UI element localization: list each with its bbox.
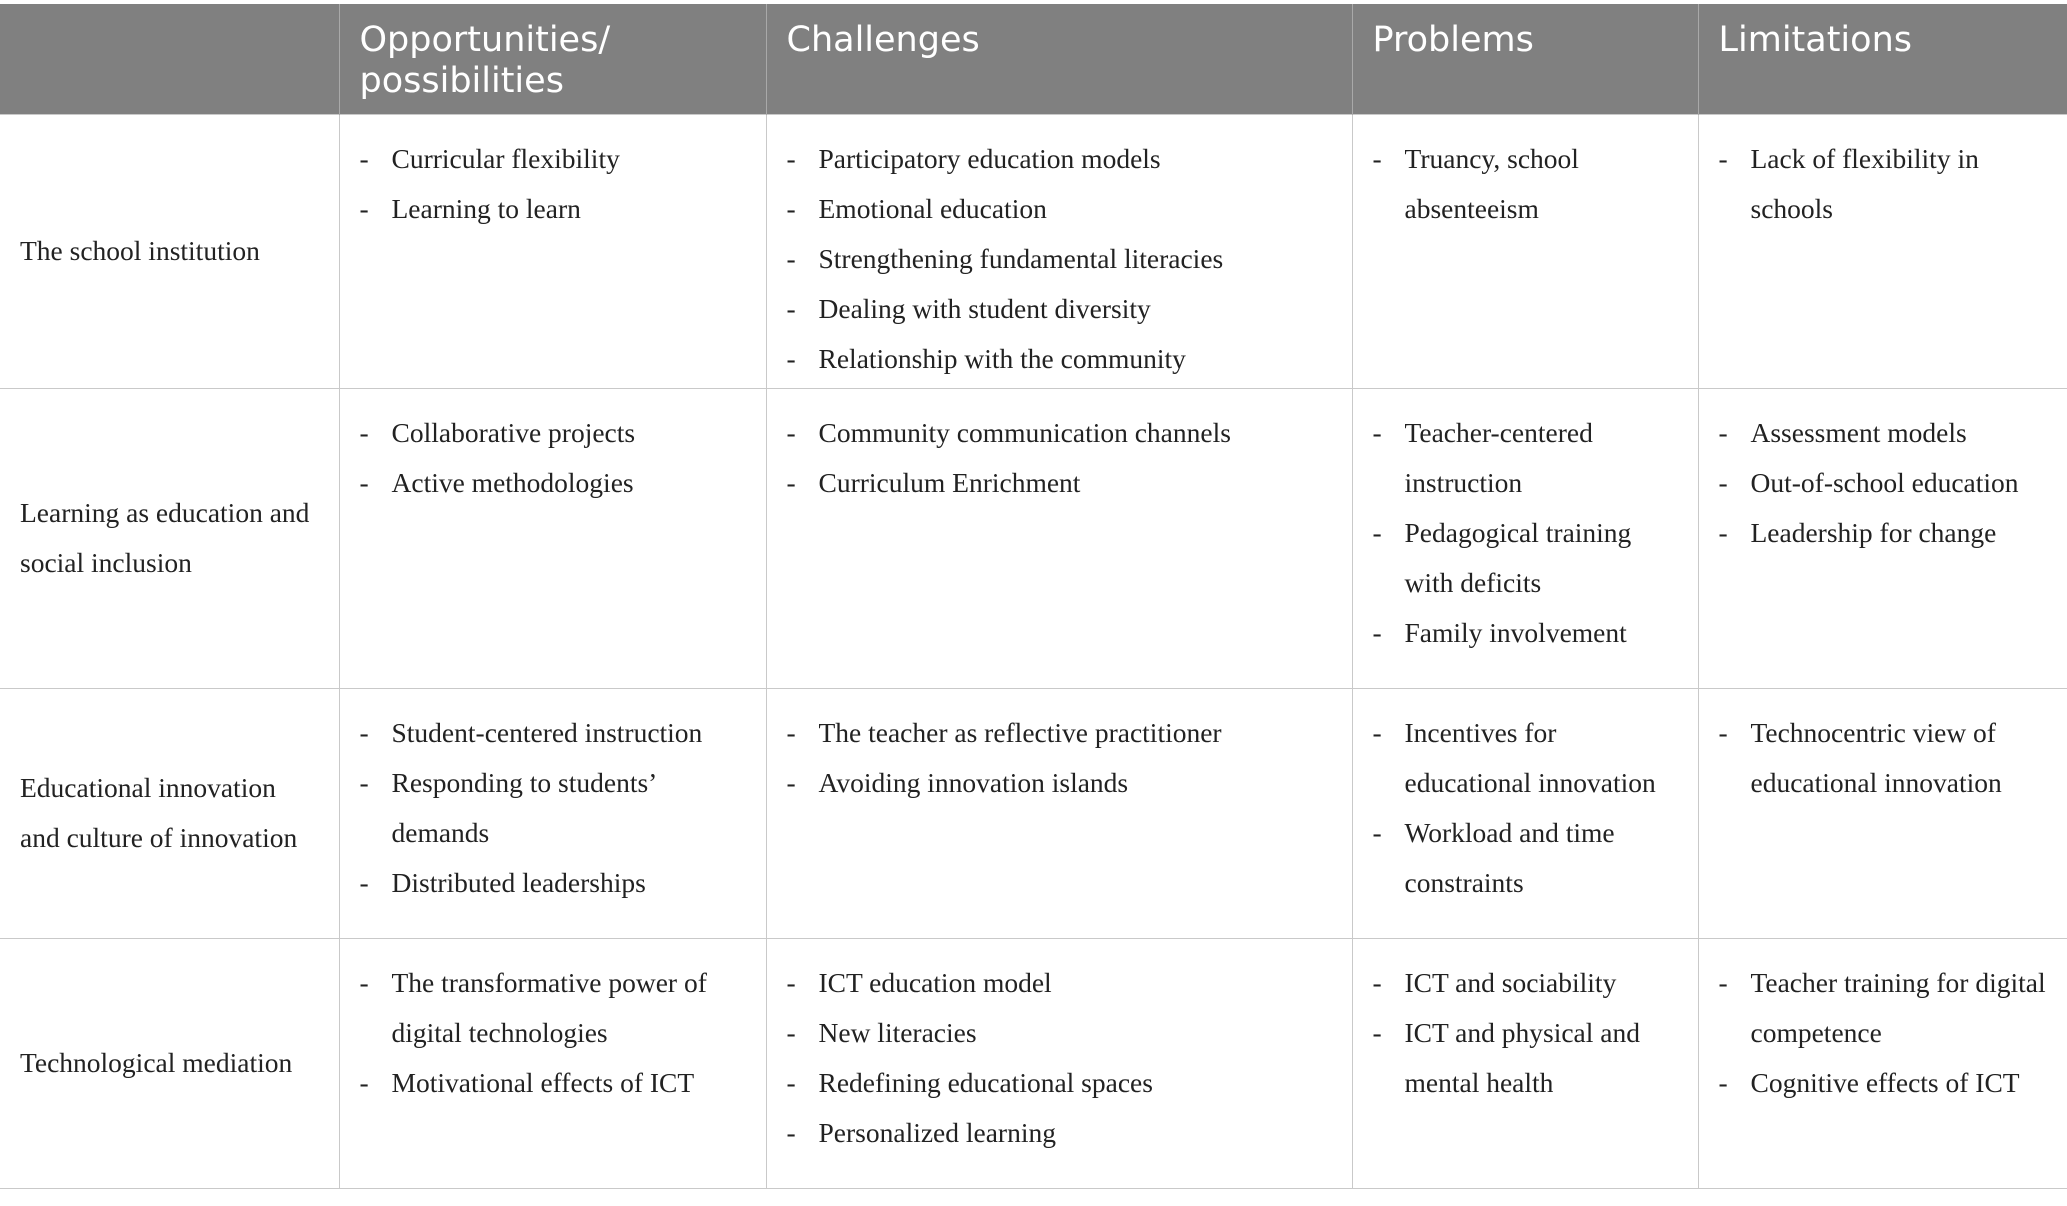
opportunities-cell <box>339 114 766 388</box>
list-item <box>787 134 1332 184</box>
list-item-text: The transformative power of digital technologies <box>391 966 707 1048</box>
bullet-dash: - <box>786 142 796 174</box>
list-item <box>787 458 1332 508</box>
list-item-text: Assessment models <box>1750 416 1967 448</box>
bullet-dash: - <box>1718 966 1728 998</box>
bullet-list <box>787 134 1332 384</box>
bullet-dash: - <box>359 716 369 748</box>
bullet-dash: - <box>359 192 369 224</box>
bullet-dash: - <box>1718 516 1728 548</box>
list-item-text: Strengthening fundamental literacies <box>818 242 1224 274</box>
bullet-dash: - <box>786 466 796 498</box>
list-item-text: Responding to students’ demands <box>391 766 656 848</box>
challenges-cell <box>766 388 1352 688</box>
challenges-cell <box>766 938 1352 1188</box>
bullet-dash: - <box>1718 1066 1728 1098</box>
list-item-text: ICT education model <box>818 966 1052 998</box>
header-limitations: Limitations <box>1698 4 2067 114</box>
bullet-dash: - <box>786 1116 796 1148</box>
list-item-text: Participatory education models <box>818 142 1161 174</box>
table-row <box>0 938 2067 1188</box>
list-item-text: Cognitive effects of ICT <box>1750 1066 2020 1098</box>
bullet-list <box>1719 134 2048 234</box>
list-item <box>360 858 746 908</box>
list-item <box>1373 608 1678 658</box>
header-problems: Problems <box>1352 4 1698 114</box>
list-item <box>787 284 1332 334</box>
list-item <box>360 184 746 234</box>
list-item <box>787 334 1332 384</box>
list-item-text: Learning to learn <box>391 192 581 224</box>
bullet-list <box>360 408 746 508</box>
problems-cell <box>1352 938 1698 1188</box>
bullet-list <box>787 408 1332 508</box>
bullet-dash: - <box>786 192 796 224</box>
bullet-list <box>360 134 746 234</box>
list-item <box>787 958 1332 1008</box>
list-item-text: Dealing with student diversity <box>818 292 1151 324</box>
bullet-dash: - <box>786 1016 796 1048</box>
problems-cell <box>1352 388 1698 688</box>
table-row <box>0 114 2067 388</box>
list-item <box>787 184 1332 234</box>
list-item <box>1373 808 1678 908</box>
list-item <box>1373 1008 1678 1108</box>
list-item-text: Pedagogical training with deficits <box>1404 516 1632 598</box>
bullet-dash: - <box>786 766 796 798</box>
list-item-text: Emotional education <box>818 192 1047 224</box>
bullet-list <box>1373 408 1678 658</box>
list-item <box>787 758 1332 808</box>
bullet-dash: - <box>1372 516 1382 548</box>
opportunities-cell <box>339 938 766 1188</box>
list-item <box>787 234 1332 284</box>
header-cell-empty <box>0 4 339 114</box>
list-item <box>1719 958 2048 1058</box>
row-label: Learning as education and social inclusion <box>0 388 339 688</box>
table-row <box>0 388 2067 688</box>
bullet-dash: - <box>359 1066 369 1098</box>
opportunities-cell <box>339 388 766 688</box>
limitations-cell <box>1698 688 2067 938</box>
list-item <box>360 458 746 508</box>
list-item <box>1373 408 1678 508</box>
bullet-dash: - <box>1372 716 1382 748</box>
list-item <box>360 958 746 1058</box>
problems-cell <box>1352 688 1698 938</box>
bullet-dash: - <box>359 866 369 898</box>
comparison-table <box>0 4 2067 1189</box>
list-item <box>1719 508 2048 558</box>
table-row <box>0 688 2067 938</box>
bullet-list <box>1373 134 1678 234</box>
list-item <box>787 708 1332 758</box>
bullet-list <box>1719 408 2048 558</box>
bullet-list <box>360 958 746 1108</box>
list-item-text: Motivational effects of ICT <box>391 1066 695 1098</box>
bullet-dash: - <box>359 142 369 174</box>
header-row <box>0 4 2067 114</box>
list-item-text: Student-centered instruction <box>391 716 703 748</box>
bullet-dash: - <box>359 766 369 798</box>
list-item-text: Active methodologies <box>391 466 634 498</box>
list-item-text: Collaborative projects <box>391 416 636 448</box>
limitations-cell <box>1698 114 2067 388</box>
row-label: Technological mediation <box>0 938 339 1188</box>
list-item <box>360 408 746 458</box>
list-item <box>1719 458 2048 508</box>
bullet-dash: - <box>359 466 369 498</box>
list-item-text: Relationship with the community <box>818 342 1186 374</box>
bullet-dash: - <box>786 1066 796 1098</box>
challenges-cell <box>766 688 1352 938</box>
bullet-dash: - <box>359 416 369 448</box>
list-item-text: Personalized learning <box>818 1116 1056 1148</box>
challenges-cell <box>766 114 1352 388</box>
bullet-list <box>1719 708 2048 808</box>
bullet-list <box>1719 958 2048 1108</box>
row-label: The school institution <box>0 114 339 388</box>
list-item <box>360 1058 746 1108</box>
list-item-text: Incentives for educational innovation <box>1404 716 1656 798</box>
bullet-dash: - <box>1372 416 1382 448</box>
list-item-text: Distributed leaderships <box>391 866 646 898</box>
table-body <box>0 114 2067 1188</box>
list-item-text: Workload and time constraints <box>1404 816 1615 898</box>
list-item-text: New literacies <box>818 1016 977 1048</box>
bullet-list <box>1373 708 1678 908</box>
list-item-text: Family involvement <box>1404 616 1627 648</box>
list-item <box>1373 508 1678 608</box>
list-item-text: Curriculum Enrichment <box>818 466 1081 498</box>
bullet-dash: - <box>1372 966 1382 998</box>
list-item <box>1373 134 1678 234</box>
table-header <box>0 4 2067 114</box>
list-item <box>1719 708 2048 808</box>
bullet-dash: - <box>1718 416 1728 448</box>
list-item <box>787 1108 1332 1158</box>
list-item-text: Teacher training for digital competence <box>1750 966 2046 1048</box>
list-item-text: Curricular flexibility <box>391 142 620 174</box>
list-item-text: Leadership for change <box>1750 516 1997 548</box>
list-item <box>1719 1058 2048 1108</box>
row-label: Educational innovation and culture of innovation <box>0 688 339 938</box>
list-item-text: Lack of flexibility in schools <box>1750 142 1979 224</box>
bullet-list <box>787 958 1332 1158</box>
problems-cell <box>1352 114 1698 388</box>
limitations-cell <box>1698 938 2067 1188</box>
bullet-list <box>360 708 746 908</box>
list-item-text: Out-of-school education <box>1750 466 2019 498</box>
bullet-dash: - <box>1718 716 1728 748</box>
bullet-list <box>787 708 1332 808</box>
bullet-dash: - <box>1372 142 1382 174</box>
list-item <box>360 134 746 184</box>
bullet-dash: - <box>359 966 369 998</box>
bullet-dash: - <box>1718 466 1728 498</box>
header-challenges: Challenges <box>766 4 1352 114</box>
list-item <box>787 1058 1332 1108</box>
list-item <box>787 408 1332 458</box>
bullet-dash: - <box>786 716 796 748</box>
bullet-dash: - <box>1718 142 1728 174</box>
bullet-dash: - <box>1372 616 1382 648</box>
bullet-list <box>1373 958 1678 1108</box>
opportunities-cell <box>339 688 766 938</box>
header-opportunities: Opportunities/ possibilities <box>339 4 766 114</box>
list-item <box>1373 708 1678 808</box>
list-item <box>787 1008 1332 1058</box>
limitations-cell <box>1698 388 2067 688</box>
bullet-dash: - <box>786 242 796 274</box>
bullet-dash: - <box>1372 816 1382 848</box>
list-item <box>1719 408 2048 458</box>
list-item <box>360 758 746 858</box>
bullet-dash: - <box>1372 1016 1382 1048</box>
bullet-dash: - <box>786 342 796 374</box>
list-item <box>360 708 746 758</box>
list-item-text: Community communication channels <box>818 416 1231 448</box>
list-item-text: Technocentric view of educational innovation <box>1750 716 2002 798</box>
list-item-text: Teacher-centered instruction <box>1404 416 1593 498</box>
bullet-dash: - <box>786 416 796 448</box>
bullet-dash: - <box>786 966 796 998</box>
list-item-text: ICT and physical and mental health <box>1404 1016 1640 1098</box>
list-item <box>1719 134 2048 234</box>
list-item-text: Redefining educational spaces <box>818 1066 1153 1098</box>
list-item-text: Avoiding innovation islands <box>818 766 1129 798</box>
list-item-text: The teacher as reflective practitioner <box>818 716 1222 748</box>
bullet-dash: - <box>786 292 796 324</box>
list-item-text: Truancy, school absenteeism <box>1404 142 1579 224</box>
list-item-text: ICT and sociability <box>1404 966 1617 998</box>
list-item <box>1373 958 1678 1008</box>
